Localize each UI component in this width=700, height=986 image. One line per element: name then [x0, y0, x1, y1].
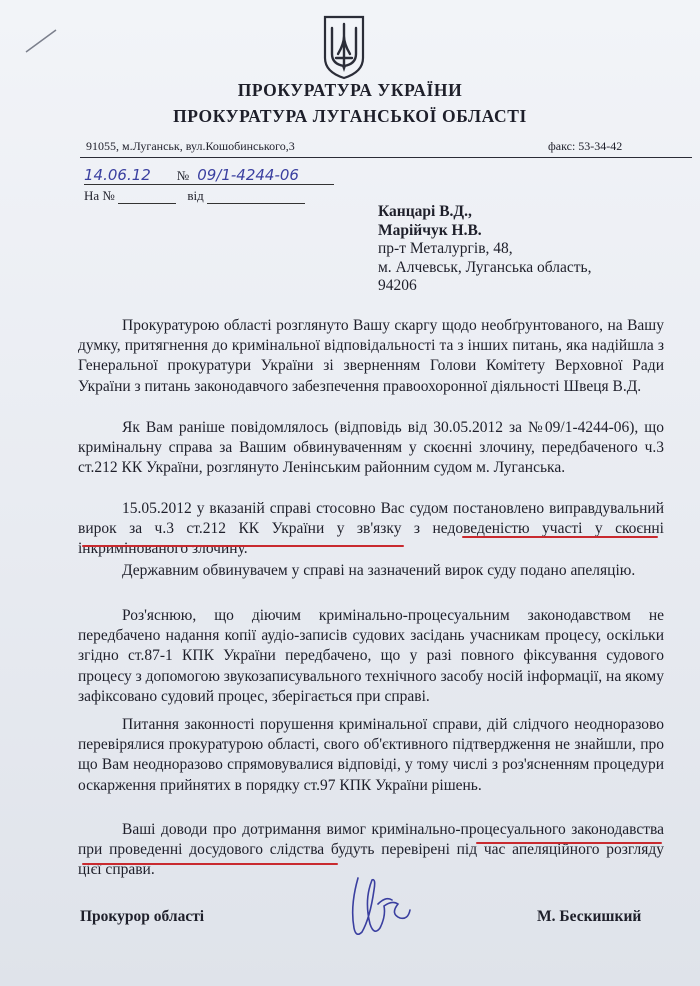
outgoing-date: 14.06.12 — [84, 166, 151, 184]
highlight-underline — [462, 536, 658, 538]
recipient-name-2: Марійчук Н.В. — [378, 222, 482, 239]
ref-date-blank — [207, 191, 305, 204]
paragraph-5: Роз'яснюю, що діючим кримінально-процесуальним законодавством не передбачено надання копії аудіо-записів судових засідань учасникам процесу, оскільки згідно ст.87-1 КПК України передбачено, що у разі повного фіксування судового процесу з допомогою звукозаписувального технічного засобу носій інформації, на якому зафіксовано судовий процес, зберігається при справі. — [78, 607, 664, 705]
recipient-address-2: м. Алчевськ, Луганська область, — [378, 259, 592, 276]
org-fax: факс: 53-34-42 — [548, 139, 623, 153]
ref-number-label: На № — [84, 188, 115, 203]
highlight-underline — [82, 863, 338, 865]
recipient-postcode: 94206 — [378, 277, 417, 294]
recipient-name-1: Канцарі В.Д., — [378, 203, 472, 220]
ref-from-label: від — [187, 188, 204, 203]
paragraph-7: Ваші доводи про дотримання вимог кримінально-процесуального законодавства при проведенні досудового слідства будуть перевірені під час апеляційного розгляду цієї справи. — [78, 821, 664, 879]
trident-emblem-icon — [322, 14, 366, 80]
org-title-line1: ПРОКУРАТУРА УКРАЇНИ — [237, 80, 463, 100]
recipient-address-1: пр-т Металургів, 48, — [378, 240, 513, 257]
header-divider — [80, 157, 692, 158]
outgoing-number: 09/1-4244-06 — [197, 166, 299, 184]
registration-line — [84, 166, 299, 185]
signatory-name: М. Бескишкий — [537, 908, 642, 925]
ref-number-blank — [118, 191, 176, 204]
paragraph-2: Як Вам раніше повідомлялось (відповідь від 30.05.2012 за №09/1-4244-06), що кримінальну справа за Вашим обвинуваченням у скоєнні злочину, передбаченого ч.3 ст.212 КК України, розглянуто Ленінським районним судом м. Луганська. — [78, 419, 664, 477]
paragraph-6: Питання законності порушення кримінальної справи, дій слідчого неодноразово перевірялися прокуратурою області, свого об'єктивного підтвердження не знайшли, про що Вам неодноразово спрямовувалися відповіді, у тому числі з роз'ясненням процедури оскарження прийнятих в порядку ст.97 КПК України рішень. — [78, 716, 664, 794]
registration-underline — [84, 184, 334, 185]
highlight-underline — [82, 545, 404, 547]
signatory-position: Прокурор області — [80, 908, 205, 925]
org-title-line2: ПРОКУРАТУРА ЛУГАНСЬКОЇ ОБЛАСТІ — [173, 106, 527, 126]
reference-line — [84, 188, 305, 204]
paragraph-4: Державним обвинувачем у справі на зазначений вирок суду подано апеляцію. — [122, 562, 636, 579]
handwritten-signature-icon — [340, 870, 420, 946]
pen-mark-icon — [22, 24, 62, 58]
paragraph-3: 15.05.2012 у вказаній справі стосовно Вас судом постановлено виправдувальний вирок за ч.3 ст.212 КК України у зв'язку з недоведеністю участі у скоєнні інкримінованого злочину. — [78, 500, 664, 558]
paragraph-1: Прокуратурою області розглянуто Вашу скаргу щодо необґрунтованого, на Вашу думку, притягнення до кримінальної відповідальності та з інших питань, яка надійшла з Генеральної прокуратури України зі зверненням Голови Комітету Верховної Ради України з питань законодавчого забезпечення правоохоронної діяльності Швеця В.Д. — [78, 317, 664, 395]
highlight-underline — [476, 842, 662, 844]
number-label: № — [176, 168, 190, 183]
org-address: 91055, м.Луганськ, вул.Кошобинського,3 — [86, 139, 295, 153]
